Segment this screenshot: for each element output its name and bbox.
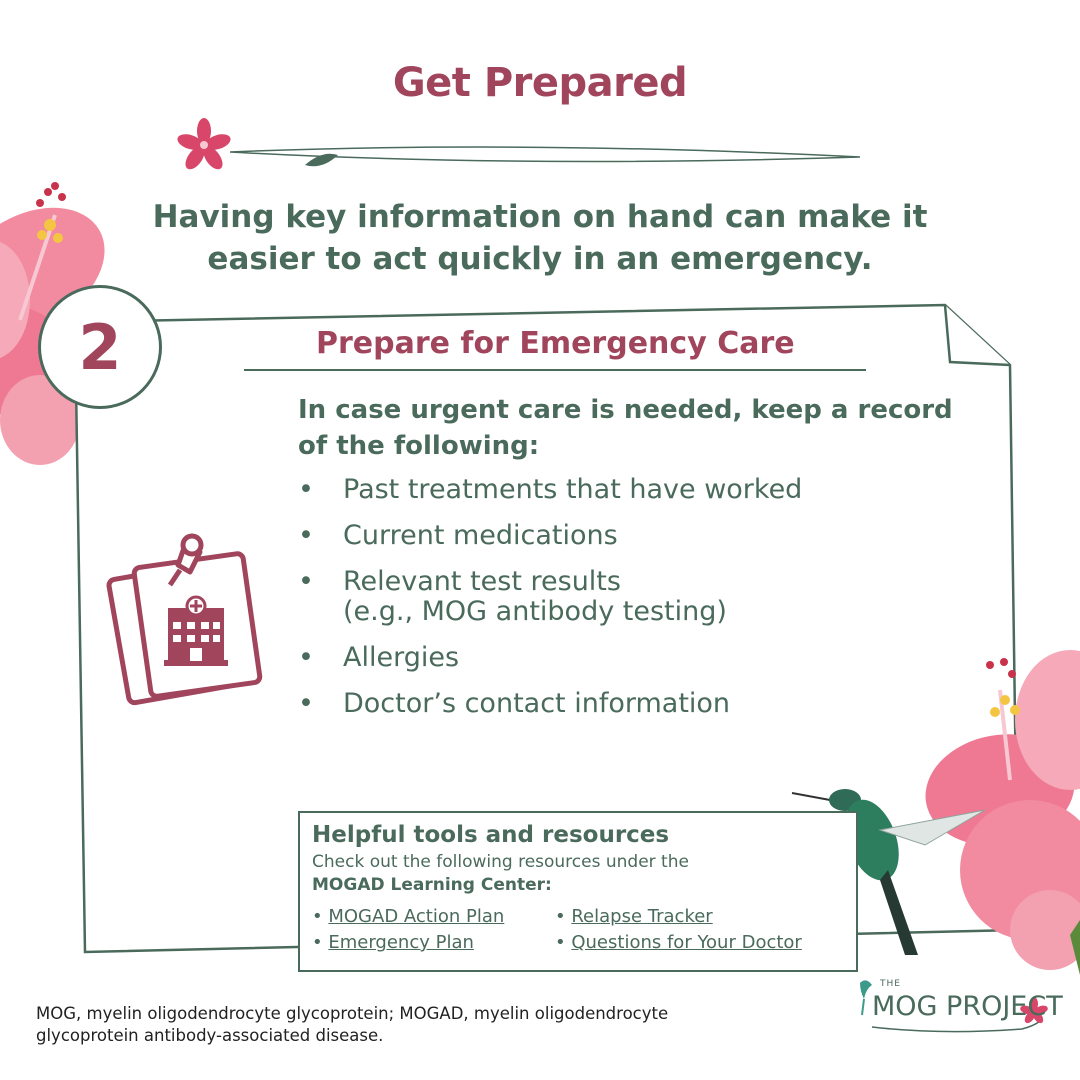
page-title: Get Prepared bbox=[392, 60, 688, 106]
list-item: • Relevant test results (e.g., MOG antibody testing) bbox=[298, 566, 727, 627]
mogad-action-plan-link[interactable]: MOGAD Action Plan bbox=[328, 906, 505, 927]
footnote-line-2: glycoprotein antibody-associated disease. bbox=[36, 1026, 384, 1045]
bullet-icon: • bbox=[298, 642, 314, 673]
questions-for-doctor-link[interactable]: Questions for Your Doctor bbox=[571, 932, 802, 953]
list-item: • Past treatments that have worked bbox=[298, 474, 803, 505]
lead-line-2: of the following: bbox=[298, 431, 540, 461]
resources-intro: Check out the following resources under the MOGAD Learning Center: bbox=[312, 852, 689, 895]
subtitle-line-2: easier to act quickly in an emergency. bbox=[207, 241, 873, 277]
resources-box bbox=[298, 811, 858, 972]
resource-link-item: • Emergency Plan bbox=[312, 932, 474, 953]
logo-name-text: MOG PROJECT bbox=[872, 991, 1063, 1022]
mog-project-logo bbox=[852, 975, 1063, 1055]
title-divider bbox=[175, 118, 860, 173]
emergency-plan-link[interactable]: Emergency Plan bbox=[328, 932, 474, 953]
subtitle-line-1: Having key information on hand can make it bbox=[152, 199, 928, 235]
list-item: • Allergies bbox=[298, 642, 460, 673]
checklist bbox=[298, 475, 938, 735]
step-number-badge: 2 bbox=[38, 285, 162, 409]
page-subtitle bbox=[140, 196, 940, 280]
resources-heading: Helpful tools and resources bbox=[312, 822, 670, 848]
bullet-icon: • bbox=[298, 520, 314, 551]
section-title: Prepare for Emergency Care bbox=[316, 326, 795, 361]
lead-line-1: In case urgent care is needed, keep a record bbox=[298, 395, 953, 425]
resource-link-item: • Relapse Tracker bbox=[555, 906, 713, 927]
list-item: • Current medications bbox=[298, 520, 618, 551]
logo-the-text: THE bbox=[880, 979, 901, 989]
list-item: • Doctor’s contact information bbox=[298, 688, 731, 719]
bullet-icon: • bbox=[298, 474, 314, 505]
lead-text bbox=[298, 392, 958, 464]
footnote-line-1: MOG, myelin oligodendrocyte glycoprotein; MOGAD, myelin oligodendrocyte bbox=[36, 1004, 669, 1023]
bullet-icon: • bbox=[298, 566, 314, 597]
resources-links bbox=[312, 905, 844, 955]
footnote bbox=[36, 1003, 756, 1047]
resource-link-item: • MOGAD Action Plan bbox=[312, 906, 505, 927]
resource-link-item: • Questions for Your Doctor bbox=[555, 932, 802, 953]
section-title-rule bbox=[244, 369, 866, 371]
bullet-icon: • bbox=[298, 688, 314, 719]
relapse-tracker-link[interactable]: Relapse Tracker bbox=[571, 906, 713, 927]
